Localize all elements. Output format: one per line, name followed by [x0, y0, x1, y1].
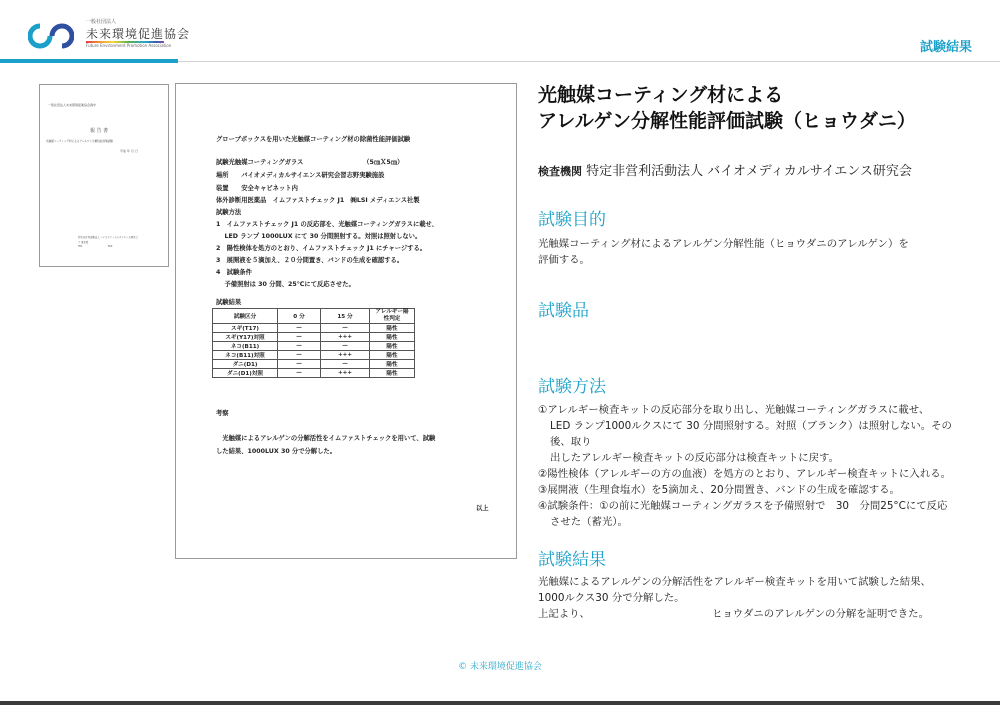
table-header: 15 分	[321, 309, 370, 324]
text-line: 出したアレルギー検査キットの反応部分は検査キットに戻す。	[550, 452, 840, 464]
report-line: LED ランプ 1000LUX にて 30 分間照射する。対照は照射しない。	[216, 233, 422, 240]
report-heading: グローブボックスを用いた光触媒コーティング材の除菌性能評価試験	[216, 136, 411, 143]
text-line: ②陽性検体（アレルギーの方の血液）を処方のとおり、アレルギー検査キットに入れる。	[538, 468, 951, 480]
text-line: させた（蓄光）。	[550, 516, 628, 528]
logo-subtitle: 一般社団法人	[86, 19, 117, 25]
text-line: LED ランプ1000ルクスにて 30 分間照射する。対照（ブランク）は照射しない。その後、取り	[550, 420, 952, 448]
table-row	[213, 324, 415, 333]
table-cell: 陽性	[370, 324, 415, 333]
report-discussion-line: 光触媒によるアレルゲンの分解活性をイムファストチェックを用いて、試験	[216, 435, 436, 442]
table-cell: +++	[321, 369, 370, 378]
cover-title: 報 告 書	[90, 128, 109, 134]
text-line: ④試験条件：①の前に光触媒コーティングガラスを予備照射で 30 分間25°Cにて反応	[538, 500, 948, 512]
report-results-table	[212, 308, 415, 378]
text-line: 評価する。	[538, 254, 590, 266]
table-row	[213, 342, 415, 351]
table-row	[213, 360, 415, 369]
table-header: 0 分	[278, 309, 321, 324]
table-row	[213, 369, 415, 378]
org-label: 検査機関	[538, 165, 582, 178]
cover-line: FAX	[108, 245, 113, 248]
text-line: ③展開液（生理食塩水）を5滴加え、20分間置き、バンドの生成を確認する。	[538, 484, 900, 496]
report-page-image	[175, 83, 517, 559]
table-header: 試験区分	[213, 309, 278, 324]
text-line: 光触媒によるアレルゲンの分解活性をアレルギー検査キットを用いて試験した結果、	[538, 576, 931, 588]
page-title-line1: 光触媒コーティング材による	[538, 84, 784, 106]
table-cell: ダニ(D1)	[213, 360, 278, 369]
text-line: ①アレルギー検査キットの反応部分を取り出し、光触媒コーティングガラスに載せ、	[538, 404, 930, 416]
report-line: 試験方法	[216, 209, 242, 216]
text-fragment: 上記より、	[538, 608, 590, 620]
report-line: 場所 バイオメディカルサイエンス研究会習志野実験施設	[216, 172, 385, 179]
table-cell: ネコ(B11)	[213, 342, 278, 351]
table-cell: —	[278, 369, 321, 378]
cover-org: 一般社団法人未来環境促進協会御中	[48, 103, 97, 107]
table-cell: 陽性	[370, 369, 415, 378]
org-name: 特定非営利活動法人 バイオメディカルサイエンス研究会	[586, 164, 912, 179]
table-row	[213, 333, 415, 342]
cover-line: 〒 東京都	[78, 241, 89, 244]
text-line	[538, 606, 968, 622]
table-cell: —	[321, 324, 370, 333]
table-cell: —	[321, 342, 370, 351]
table-cell: +++	[321, 351, 370, 360]
text-fragment: ヒョウダニのアレルゲンの分解を証明できた。	[711, 608, 929, 620]
table-cell: —	[278, 324, 321, 333]
test-item-heading: 試験品	[538, 301, 589, 321]
testing-organization	[538, 160, 912, 179]
table-cell: 陽性	[370, 342, 415, 351]
cover-subtitle: 光触媒コーティング材によるアレルゲン分解性能評価試験	[46, 140, 113, 143]
cover-line: 特定非営利活動法人 バイオメディカルサイエンス研究会	[78, 236, 138, 239]
report-line: 2 陽性検体を処方のとおり、イムファストチェック J1 にチャージする。	[216, 245, 427, 252]
result-heading: 試験結果	[538, 550, 606, 570]
table-row	[213, 351, 415, 360]
method-text	[538, 402, 968, 530]
table-header: アレルギー陽性判定	[370, 309, 415, 324]
text-line: 1000ルクス30 分で分解した。	[538, 592, 685, 604]
footer-copyright: © 未来環境促進協会	[458, 662, 542, 672]
report-line: 1 イムファストチェック J1 の反応部を、光触媒コーティングガラスに載せ、	[216, 221, 438, 228]
table-cell: 陽性	[370, 333, 415, 342]
report-line: 試験光触媒コーティングガラス （5㎝Ｘ5㎝）	[216, 159, 404, 166]
header-accent-bar	[0, 59, 178, 63]
table-header-row	[213, 309, 415, 324]
table-cell: ネコ(B11)対照	[213, 351, 278, 360]
page-tag: 試験結果	[919, 40, 972, 55]
logo-name: 未来環境促進協会	[86, 27, 191, 41]
report-line: 体外診断用医薬品 イムファストチェック J1 ㈱LSI メディエンス社製	[216, 197, 420, 204]
table-cell: スギ(Y17)対照	[213, 333, 278, 342]
logo-icon	[28, 22, 74, 50]
report-discussion-line: した結果、1000LUX 30 分で分解した。	[216, 448, 336, 455]
table-cell: ダニ(D1)対照	[213, 369, 278, 378]
text-line: 光触媒コーティング材によるアレルゲン分解性能（ヒョウダニのアレルゲン）を	[538, 238, 909, 250]
cover-line: TEL	[78, 245, 83, 248]
purpose-heading: 試験目的	[538, 210, 606, 230]
method-heading: 試験方法	[538, 377, 606, 397]
table-cell: —	[278, 351, 321, 360]
result-text	[538, 574, 968, 622]
table-cell: 陽性	[370, 360, 415, 369]
report-end: 以上	[476, 505, 489, 512]
report-cover-thumbnail	[39, 84, 169, 267]
report-line: 4 試験条件	[216, 269, 252, 276]
table-cell: —	[278, 333, 321, 342]
report-line: 3 展開液を５滴加え、２０分間置き、バンドの生成を確認する。	[216, 257, 404, 264]
table-cell: —	[321, 360, 370, 369]
purpose-text	[538, 236, 968, 268]
table-cell: —	[278, 360, 321, 369]
page-title-line2: アレルゲン分解性能評価試験（ヒョウダニ）	[538, 110, 916, 132]
cover-date: 平成 年 月 日	[120, 149, 138, 153]
table-cell: —	[278, 342, 321, 351]
report-line: 装置 安全キャビネット内	[216, 185, 298, 192]
logo-english-name: Future Environment Promotion Association	[86, 43, 172, 48]
bottom-bar	[0, 701, 1000, 705]
table-cell: +++	[321, 333, 370, 342]
report-line: 予備照射は 30 分間、25℃にて反応させた。	[216, 281, 355, 288]
table-cell: スギ(T17)	[213, 324, 278, 333]
report-discussion-label: 考察	[216, 410, 229, 417]
report-results-label: 試験結果	[216, 299, 242, 306]
table-cell: 陽性	[370, 351, 415, 360]
